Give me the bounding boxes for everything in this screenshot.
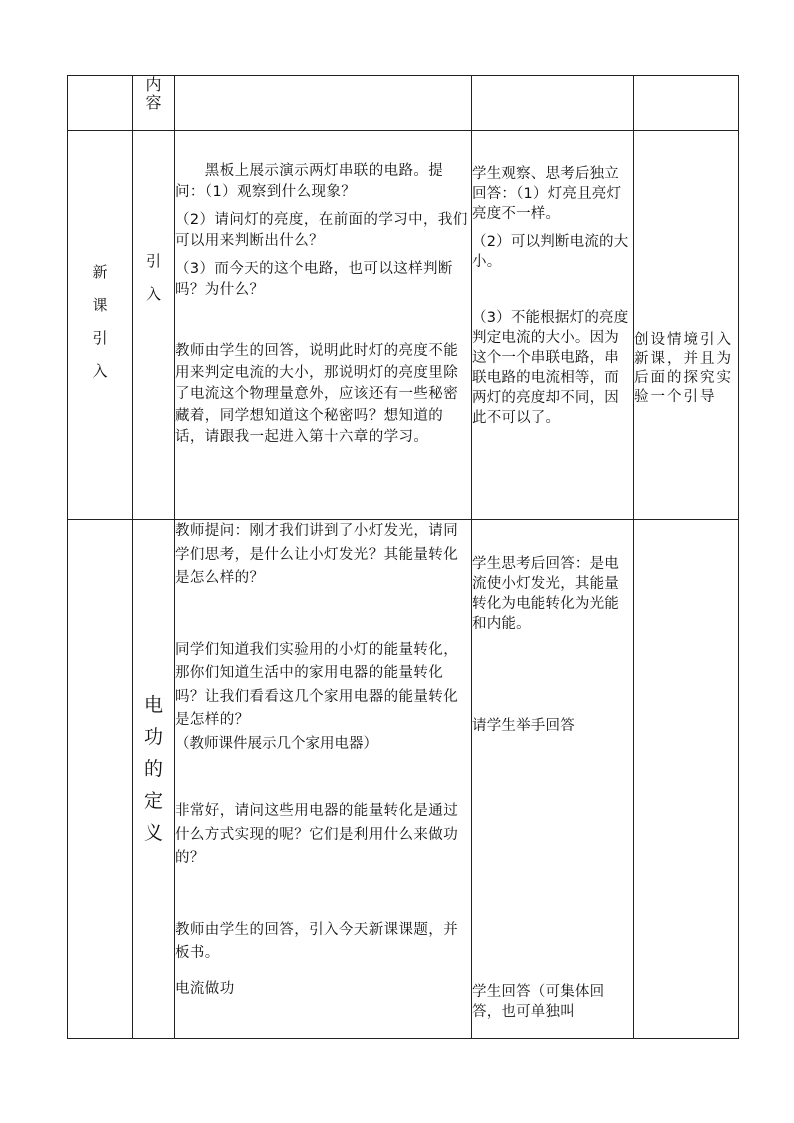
table-row-header xyxy=(68,76,739,131)
table-row-definition xyxy=(68,520,739,1039)
section-label-cell xyxy=(68,131,133,520)
header-student-cell xyxy=(472,76,634,131)
student-text: 请学生举手回答 xyxy=(472,718,575,734)
student-text: 学生回答（可集体回答，也可单独叫 xyxy=(472,984,605,1020)
part-char: 引 xyxy=(145,252,161,270)
student-text: 学生观察、思考后独立回答：（1）灯亮且亮灯亮度不一样。 xyxy=(472,166,622,222)
teacher-text: 非常好，请问这些用电器的能量转化是通过什么方式实现的呢？它们是利用什么来做功的？ xyxy=(175,803,459,866)
part-char: 义 xyxy=(143,822,163,844)
header-char: 内 xyxy=(145,75,162,94)
part-char: 定 xyxy=(143,790,163,812)
section-char: 入 xyxy=(92,362,108,380)
lesson-plan-table xyxy=(67,75,739,1039)
student-text: 学生思考后回答：是电流使小灯发光，其能量转化为电能转化为光能和内能。 xyxy=(472,556,619,632)
part-label-cell xyxy=(133,520,175,1039)
section-label-cell xyxy=(68,520,133,1039)
teacher-text: （教师课件展示几个家用电器） xyxy=(175,735,378,752)
part-char: 电 xyxy=(143,694,163,716)
part-char: 入 xyxy=(145,285,161,303)
teacher-text: （2）请问灯的亮度，在前面的学习中，我们可以用来判断出什么？ xyxy=(175,212,468,249)
section-char: 新 xyxy=(92,263,108,281)
remark-text: 创设情境引入新课，并且为后面的探究实验一个引导 xyxy=(634,332,733,405)
header-content-cell xyxy=(133,76,175,131)
teacher-text: 电流做功 xyxy=(175,980,235,997)
section-char: 课 xyxy=(92,296,108,314)
teacher-text: 同学们知道我们实验用的小灯的能量转化，那你们知道生活中的家用电器的能量转化吗？让我们看看这几个家用电器的能量转化是怎样的？ xyxy=(175,641,459,728)
section-char: 引 xyxy=(92,329,108,347)
header-section-cell xyxy=(68,76,133,131)
teacher-activity-cell xyxy=(175,520,472,1039)
remark-cell xyxy=(634,520,739,1039)
part-label-cell xyxy=(133,131,175,520)
header-remark-cell xyxy=(634,76,739,131)
header-teacher-cell xyxy=(175,76,472,131)
teacher-text: 教师提问：刚才我们讲到了小灯发光，请同学们思考，是什么让小灯发光？其能量转化是怎么样的？ xyxy=(175,523,459,586)
teacher-text: （3）而今天的这个电路，也可以这样判断吗？为什么？ xyxy=(175,261,453,298)
teacher-text: 教师由学生的回答，说明此时灯的亮度不能用来判定电流的大小，那说明灯的亮度里除了电流这个物理量意外，应该还有一些秘密藏着，同学想知道这个秘密吗？想知道的话，请跟我一起进入第十六章的学习。 xyxy=(175,343,459,445)
part-char: 的 xyxy=(143,758,163,780)
part-char: 功 xyxy=(143,726,163,748)
student-text: （3）不能根据灯的亮度判定电流的大小。因为这个一个串联电路，串联电路的电流相等，而两灯的亮度却不同，因此不可以了。 xyxy=(472,310,629,426)
teacher-text: 黑板上展示演示两灯串联的电路。提问：（1）观察到什么现象？ xyxy=(175,163,444,200)
student-activity-cell xyxy=(472,520,634,1039)
header-char: 容 xyxy=(145,93,162,112)
student-text: （2）可以判断电流的大小。 xyxy=(472,234,629,270)
teacher-text: 教师由学生的回答，引入今天新课课题，并板书。 xyxy=(175,921,459,961)
table-row-intro xyxy=(68,131,739,520)
student-activity-cell xyxy=(472,131,634,520)
teacher-activity-cell xyxy=(175,131,472,520)
remark-cell xyxy=(634,131,739,520)
